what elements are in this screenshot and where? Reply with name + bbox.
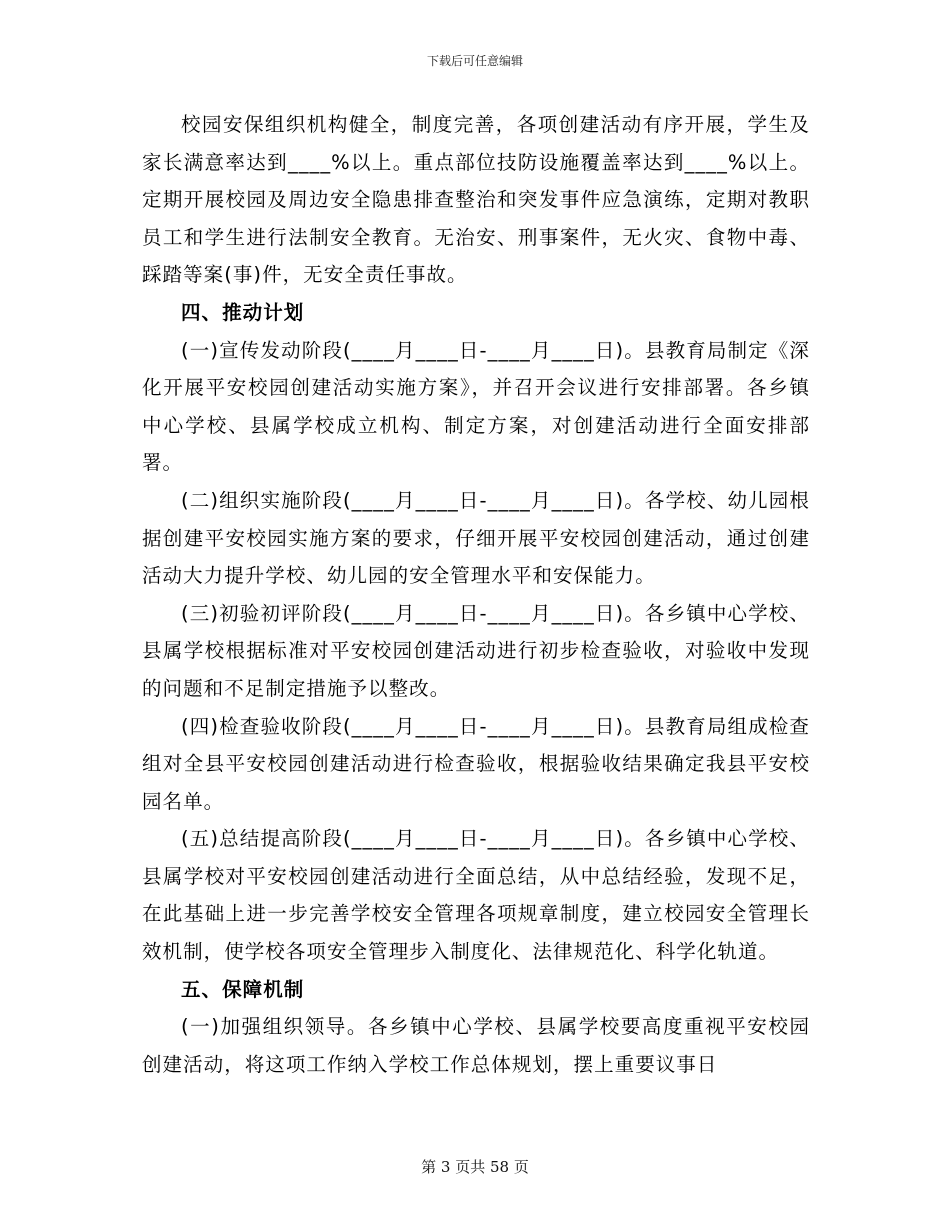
section-heading-plan: 四、推动计划 — [181, 300, 305, 324]
paragraph-goals: 校园安保组织机构健全，制度完善，各项创建活动有序开展，学生及家长满意率达到____%以上。重点部位技防设施覆盖率达到____%以上。定期开展校园及周边安全隐患排查整治和突发事件应急演练，定期对教职员工和学生进行法制安全教育。无治安、刑事案件，无火灾、食物中毒、踩踏等案(事)件，无安全责任事故。 — [142, 113, 810, 287]
paragraph-guarantee-1: (一)加强组织领导。各乡镇中心学校、县属学校要高度重视平安校园创建活动，将这项工作纳入学校工作总体规划，摆上重要议事日 — [142, 1015, 810, 1076]
document-body — [142, 106, 810, 1083]
paragraph-stage-2: (二)组织实施阶段(____月____日-____月____日)。各学校、幼儿园根据创建平安校园实施方案的要求，仔细开展平安校园创建活动，通过创建活动大力提升学校、幼儿园的安全管理水平和安保能力。 — [142, 488, 810, 588]
section-heading-guarantee: 五、保障机制 — [181, 977, 305, 1001]
paragraph-stage-4: (四)检查验收阶段(____月____日-____月____日)。县教育局组成检查组对全县平安校园创建活动进行检查验收，根据验收结果确定我县平安校园名单。 — [142, 714, 810, 813]
paragraph-stage-5: (五)总结提高阶段(____月____日-____月____日)。各乡镇中心学校、县属学校对平安校园创建活动进行全面总结，从中总结经验，发现不足，在此基础上进一步完善学校安全管理各项规章制度，建立校园安全管理长效机制，使学校各项安全管理步入制度化、法律规范化、科学化轨道。 — [142, 827, 810, 964]
paragraph-stage-3: (三)初验初评阶段(____月____日-____月____日)。各乡镇中心学校、县属学校根据标准对平安校园创建活动进行初步检查验收，对验收中发现的问题和不足制定措施予以整改。 — [142, 601, 810, 700]
page-header: 下载后可任意编辑 — [426, 54, 523, 68]
paragraph-stage-1: (一)宣传发动阶段(____月____日-____月____日)。县教育局制定《深化开展平安校园创建活动实施方案》，并召开会议进行安排部署。各乡镇中心学校、县属学校成立机构、制定方案，对创建活动进行全面安排部署。 — [142, 338, 810, 475]
page-number-footer: 第 3 页共 58 页 — [421, 1158, 529, 1176]
